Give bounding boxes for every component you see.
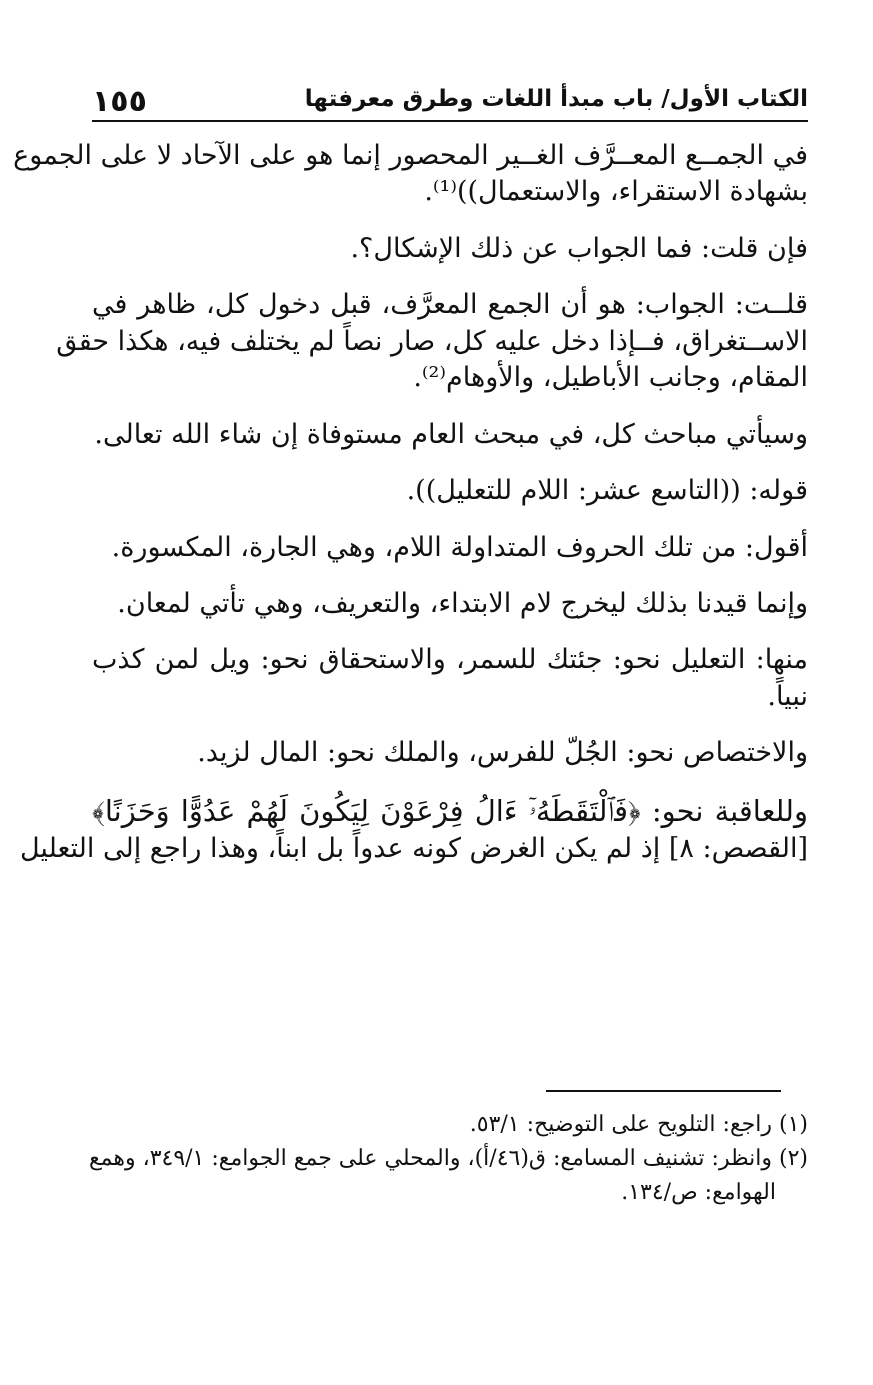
text-line: أقول: من تلك الحروف المتداولة اللام، وهي الجارة، المكسورة. — [111, 531, 808, 563]
footnote: (٢) وانظر: تشنيف المسامع: ق(٤٦/أ)، والمحلي على جمع الجوامع: ٣٤٩/١، وهمع — [88, 1146, 808, 1172]
text-line: وإنما قيدنا بذلك ليخرج لام الابتداء، والتعريف، وهي تأتي لمعان. — [117, 587, 808, 619]
text-line: في الجمــع المعــرَّف الغــير المحصور إنما هو على الآحاد لا على الجموع — [13, 140, 808, 171]
text-line: المقام، وجانب الأباطيل، والأوهام⁽²⁾. — [413, 362, 808, 394]
text-line: الاســتغراق، فــإذا دخل عليه كل، صار نصاً لم يختلف فيه، هكذا حقق — [56, 325, 808, 357]
footnote-continuation: الهوامع: ص/١٣٤. — [621, 1180, 776, 1206]
footnotes — [88, 1108, 808, 1210]
quran-verse-line: وللعاقبة نحو: ﴿فَٱلْتَقَطَهُۥٓ ءَالُ فِرْعَوْنَ لِيَكُونَ لَهُمْ عَدُوًّا وَحَزَنًا﴾ — [92, 793, 808, 828]
text-line: فإن قلت: فما الجواب عن ذلك الإشكال؟. — [350, 232, 808, 264]
page-header — [92, 82, 808, 122]
text-line: وسيأتي مباحث كل، في مبحث العام مستوفاة إن شاء الله تعالى. — [94, 418, 808, 450]
text-line: [القصص: ٨] إذ لم يكن الغرض كونه عدواً بل ابناً، وهذا راجع إلى التعليل — [19, 832, 808, 864]
main-text — [13, 138, 808, 867]
text-line: قوله: ((التاسع عشر: اللام للتعليل)). — [406, 475, 808, 507]
running-title: الكتاب الأول/ باب مبدأ اللغات وطرق معرفتها — [304, 86, 808, 112]
text-line: قلــت: الجواب: هو أن الجمع المعرَّف، قبل دخول كل، ظاهر في — [92, 289, 808, 321]
footnote-separator — [546, 1090, 781, 1092]
text-line: منها: التعليل نحو: جئتك للسمر، والاستحقاق نحو: ويل لمن كذب — [92, 644, 808, 676]
page-number: ١٥٥ — [92, 84, 147, 119]
text-line: بشهادة الاستقراء، والاستعمال))⁽¹⁾. — [424, 176, 808, 208]
text-line: والاختصاص نحو: الجُلّ للفرس، والملك نحو: المال لزيد. — [197, 737, 808, 769]
footnote: (١) راجع: التلويح على التوضيح: ٥٣/١. — [469, 1112, 808, 1137]
text-line: نبياً. — [767, 680, 808, 712]
